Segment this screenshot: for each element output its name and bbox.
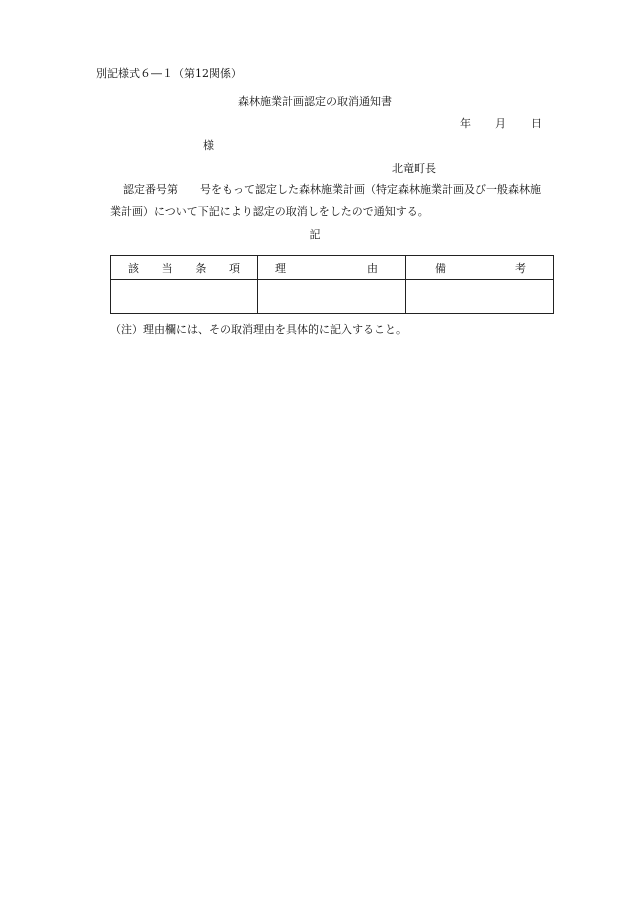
header-remarks — [406, 256, 554, 280]
body-line-1: 認定番号第 号をもって認定した森林施業計画（特定森林施業計画及び一般森林施 — [123, 183, 541, 196]
document-title: 森林施業計画認定の取消通知書 — [238, 95, 392, 108]
form-id: 別記様式６―１（第12関係） — [96, 67, 242, 80]
header-char: 条 — [195, 261, 207, 275]
table-row — [111, 280, 554, 314]
header-char: 該 — [128, 261, 139, 275]
header-char: 項 — [228, 261, 240, 275]
date-month-label: 月 — [495, 117, 506, 130]
date-year-label: 年 — [460, 117, 471, 130]
ki-heading: 記 — [309, 228, 321, 241]
header-char: 備 — [435, 261, 446, 275]
detail-table — [110, 255, 554, 314]
issuer: 北竜町長 — [392, 162, 436, 175]
header-char: 理 — [275, 261, 286, 275]
body-line-2: 業計画）について下記により認定の取消しをしたので通知する。 — [110, 205, 429, 218]
cell-applicable-clause — [111, 280, 258, 314]
header-char: 当 — [161, 261, 173, 275]
addressee-suffix: 様 — [203, 139, 214, 152]
footnote: （注）理由欄には、その取消理由を具体的に記入すること。 — [110, 323, 407, 336]
header-applicable-clause — [111, 256, 258, 280]
cell-remarks — [406, 280, 554, 314]
cell-reason — [258, 280, 406, 314]
header-char: 由 — [367, 261, 378, 275]
header-char: 考 — [515, 261, 526, 275]
header-reason — [258, 256, 406, 280]
date-day-label: 日 — [531, 117, 542, 130]
table-header-row — [111, 256, 554, 280]
